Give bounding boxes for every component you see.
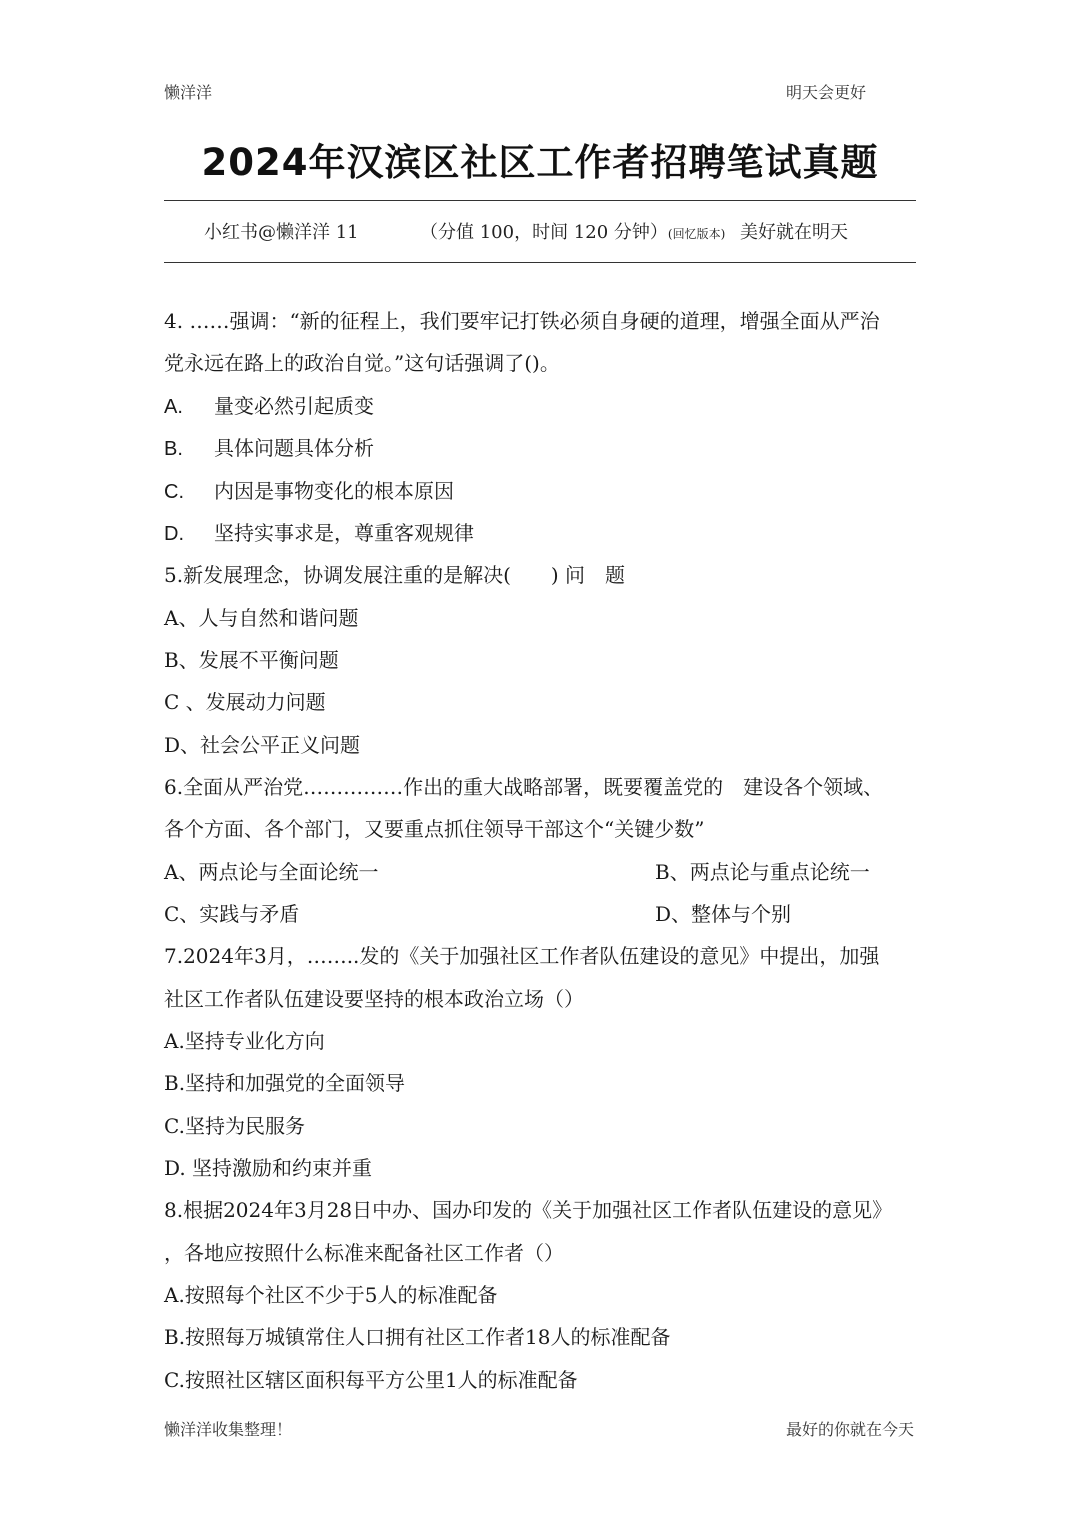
q4-stem-line1: 4. ……强调：“新的征程上，我们要牢记打铁必须自身硬的道理，增强全面从严治 [164,309,880,333]
q6-stem-line1: 6.全面从严治党……………作出的重大战略部署，既要覆盖党的 建设各个领域、 [164,775,884,799]
option-letter: C. [164,481,184,503]
title-divider-top [164,200,916,201]
q7-option-c: C.坚持为民服务 [164,1114,305,1138]
q7-option-d: D. 坚持激励和约束并重 [164,1156,373,1180]
q4-option-d [164,519,474,548]
q8-option-c: C.按照社区辖区面积每平方公里1人的标准配备 [164,1368,578,1392]
score-time-text: （分值 100，时间 120 分钟） [420,222,668,243]
option-letter: B. [164,438,183,460]
version-note: (回忆版本) [667,227,726,241]
q5-stem: 5.新发展理念，协调发展注重的是解决( ) 问 题 [164,563,626,587]
q7-stem-line2: 社区工作者队伍建设要坚持的根本政治立场（） [164,987,584,1011]
option-letter: D. [164,523,184,545]
q7-stem-line1: 7.2024年3月，……..发的《关于加强社区工作者队伍建设的意见》中提出，加强 [164,944,880,968]
q4-stem-line2: 党永远在路上的政治自觉。”这句话强调了()。 [164,351,560,375]
option-text: 量变必然引起质变 [214,394,374,418]
q4-option-a [164,392,374,421]
q5-option-a: A、人与自然和谐问题 [164,606,359,630]
q6-option-a: A、两点论与全面论统一 [164,860,379,884]
title-divider-bottom [164,262,916,263]
q6-stem-line2: 各个方面、各个部门，又要重点抓住领导干部这个“关键少数” [164,817,705,841]
option-text: 内因是事物变化的根本原因 [214,479,454,503]
footer-right-text: 最好的你就在今天 [786,1420,915,1439]
q8-option-a: A.按照每个社区不少于5人的标准配备 [164,1283,498,1307]
author-text: 小红书@懒洋洋 11 [204,222,359,243]
q7-option-b: B.坚持和加强党的全面领导 [164,1071,406,1095]
q6-option-b: B、两点论与重点论统一 [655,860,870,884]
q6-option-d: D、整体与个别 [655,902,792,926]
option-text: 坚持实事求是，尊重客观规律 [214,521,474,545]
q5-option-d: D、社会公平正义问题 [164,733,361,757]
q4-option-c [164,477,454,506]
q5-option-c: C 、发展动力问题 [164,690,326,714]
option-letter: A. [164,396,183,418]
q8-stem-line1: 8.根据2024年3月28日中办、国办印发的《关于加强社区工作者队伍建设的意见》 [164,1198,893,1222]
page-title: 2024年汉滨区社区工作者招聘笔试真题 [201,141,879,184]
q4-option-b [164,434,374,463]
header-left-text: 懒洋洋 [164,83,213,102]
option-text: 具体问题具体分析 [214,436,374,460]
footer-left-text: 懒洋洋收集整理！ [164,1420,293,1439]
q6-option-c: C、实践与矛盾 [164,902,300,926]
header-right-text: 明天会更好 [786,83,867,102]
q7-option-a: A.坚持专业化方向 [164,1029,325,1053]
q5-option-b: B、发展不平衡问题 [164,648,339,672]
q8-option-b: B.按照每万城镇常住人口拥有社区工作者18人的标准配备 [164,1325,671,1349]
motto-text: 美好就在明天 [740,222,848,243]
q8-stem-line2: ，各地应按照什么标准来配备社区工作者（） [164,1241,564,1265]
exam-info [420,218,725,244]
